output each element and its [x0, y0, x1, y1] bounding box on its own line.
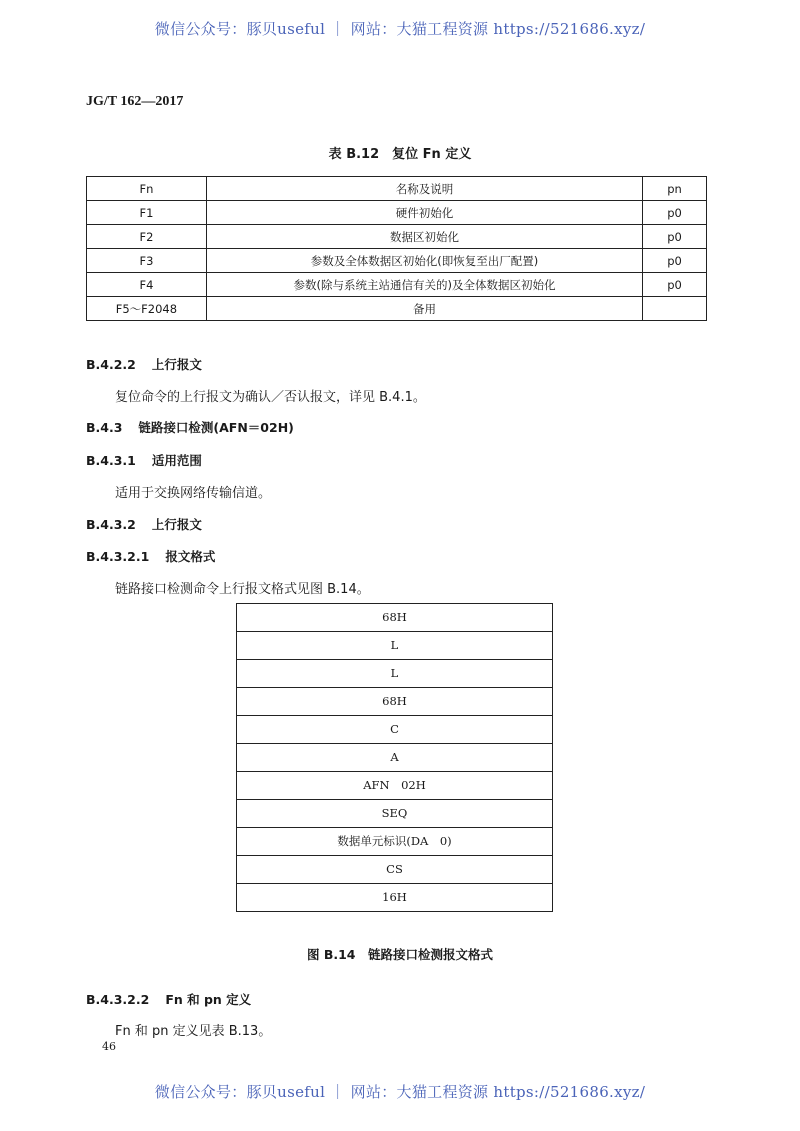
section-heading: [86, 355, 202, 373]
cell-name: 数据区初始化: [206, 225, 642, 249]
cell-name: 备用: [206, 297, 642, 321]
frame-row: 68H: [237, 688, 552, 716]
frame-row: SEQ: [237, 800, 552, 828]
section-heading: [86, 451, 202, 469]
header-name: 名称及说明: [206, 177, 642, 201]
cell-name: 参数(除与系统主站通信有关的)及全体数据区初始化: [206, 273, 642, 297]
frame-row: AFN 02H: [237, 772, 552, 800]
page-number: 46: [102, 1040, 116, 1053]
section-heading: [86, 547, 215, 565]
frame-row: L: [237, 632, 552, 660]
cell-fn: F1: [87, 201, 207, 225]
paragraph: Fn 和 pn 定义见表 B.13。: [115, 1024, 272, 1039]
cell-pn: p0: [643, 201, 707, 225]
table-row: [87, 249, 707, 273]
cell-fn: F3: [87, 249, 207, 273]
standard-code: JG/T 162—2017: [86, 94, 184, 109]
header-pn: pn: [643, 177, 707, 201]
section-number: B.4.3.2.1: [86, 549, 150, 564]
fn-definition-table: [86, 176, 707, 321]
section-number: B.4.2.2: [86, 357, 136, 372]
frame-format-diagram: [236, 603, 553, 912]
section-number: B.4.3.1: [86, 453, 136, 468]
frame-row: 16H: [237, 884, 552, 912]
section-title: 链路接口检测(AFN＝02H): [138, 420, 294, 435]
paragraph: 链路接口检测命令上行报文格式见图 B.14。: [115, 582, 370, 597]
section-number: B.4.3: [86, 420, 123, 435]
section-title: 适用范围: [151, 453, 202, 468]
section-number: B.4.3.2: [86, 517, 136, 532]
table-row: [87, 225, 707, 249]
frame-row: C: [237, 716, 552, 744]
section-title: 报文格式: [165, 549, 216, 564]
cell-pn: [643, 297, 707, 321]
watermark-bottom: 微信公众号：豚贝useful ｜ 网站：大猫工程资源 https://521686.xyz/: [154, 1083, 646, 1101]
cell-pn: p0: [643, 225, 707, 249]
watermark-top: 微信公众号：豚贝useful ｜ 网站：大猫工程资源 https://521686.xyz/: [154, 20, 646, 38]
section-title: 上行报文: [151, 357, 202, 372]
table-title: 表 B.12 复位 Fn 定义: [328, 147, 472, 162]
cell-pn: p0: [643, 249, 707, 273]
frame-row: 68H: [237, 604, 552, 632]
section-heading: [86, 990, 251, 1008]
section-number: B.4.3.2.2: [86, 992, 150, 1007]
table-row: [87, 201, 707, 225]
frame-row: 数据单元标识(DA 0): [237, 828, 552, 856]
section-title: Fn 和 pn 定义: [165, 992, 252, 1007]
cell-name: 硬件初始化: [206, 201, 642, 225]
cell-name: 参数及全体数据区初始化(即恢复至出厂配置): [206, 249, 642, 273]
cell-fn: F5～F2048: [87, 297, 207, 321]
frame-row: A: [237, 744, 552, 772]
frame-row: CS: [237, 856, 552, 884]
section-heading: [86, 515, 202, 533]
cell-fn: F4: [87, 273, 207, 297]
table-header-row: [87, 177, 707, 201]
paragraph: 适用于交换网络传输信道。: [115, 486, 272, 501]
paragraph: 复位命令的上行报文为确认／否认报文，详见 B.4.1。: [115, 390, 426, 405]
frame-row: L: [237, 660, 552, 688]
header-fn: Fn: [87, 177, 207, 201]
figure-caption: 图 B.14 链路接口检测报文格式: [306, 947, 494, 962]
cell-fn: F2: [87, 225, 207, 249]
table-row: [87, 297, 707, 321]
table-row: [87, 273, 707, 297]
section-heading: [86, 418, 294, 436]
section-title: 上行报文: [151, 517, 202, 532]
cell-pn: p0: [643, 273, 707, 297]
